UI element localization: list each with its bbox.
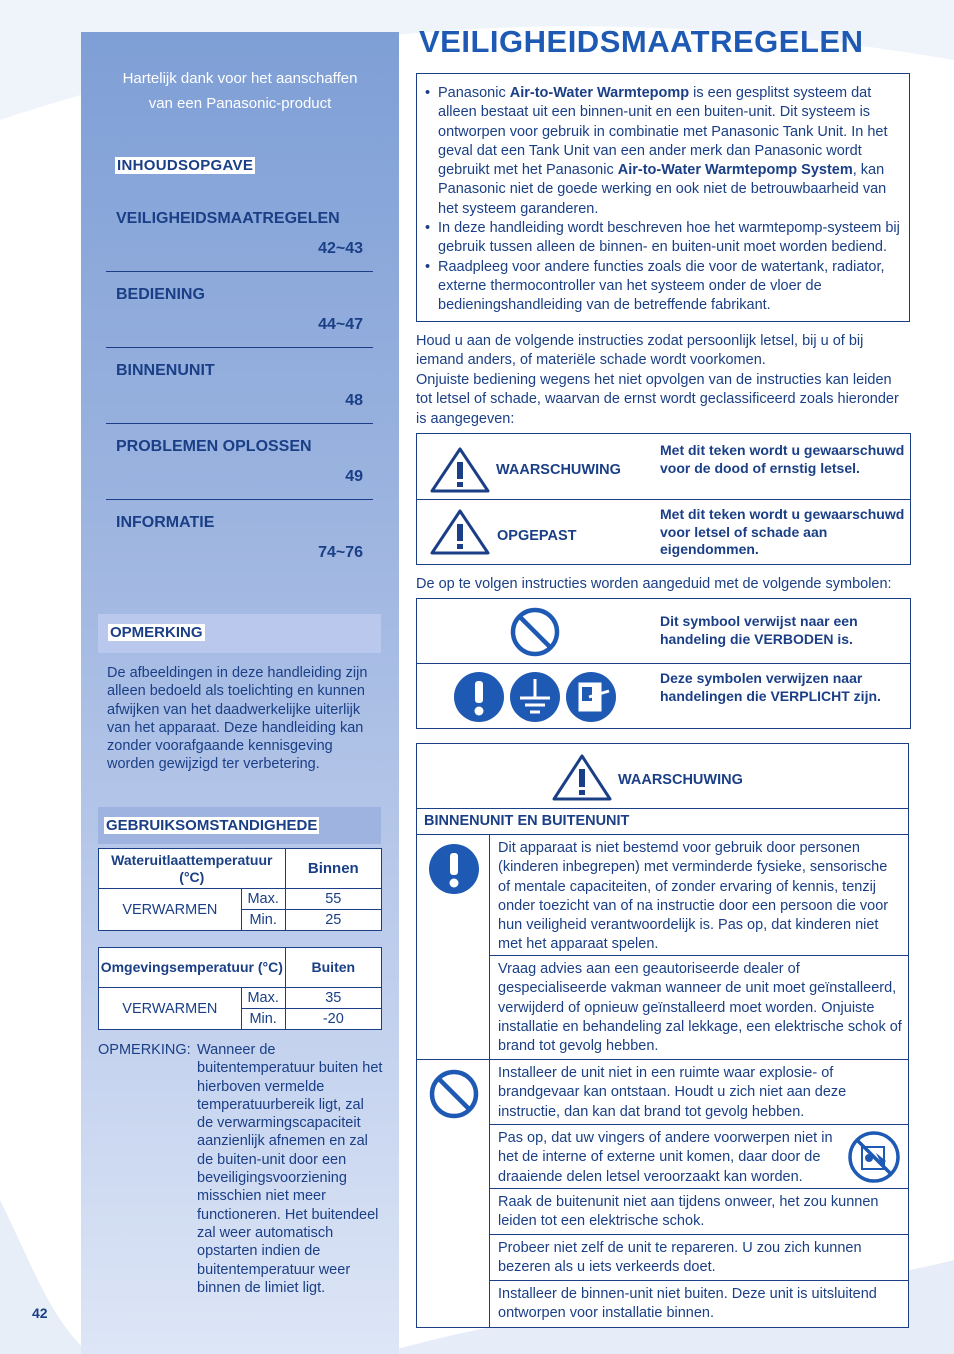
table-cell-label: Max. (241, 988, 285, 1009)
warning-box-subheader (417, 809, 908, 835)
toc-item-title: VEILIGHEIDSMAATREGELEN (116, 210, 340, 227)
table-cell-mode: VERWARMEN (99, 889, 242, 931)
mandatory-exclamation-icon (453, 671, 505, 723)
note-heading: OPMERKING (110, 624, 203, 641)
remark-text: Wanneer de buitentemperatuur buiten het hierboven vermelde temperatuurbereik ligt, zal de verwarmingscapaciteit aanzienlijk afnemen en zal de buiten-unit door een beveiligingsvoorziening misschien niet meer functioneren. Het buitendeel zal weer automatisch opstarten indien de buitentemperatuur weer binnen de limiet ligt. (197, 1042, 383, 1296)
warning-item (490, 1125, 908, 1189)
toc-item-title: PROBLEMEN OPLOSSEN (116, 438, 312, 455)
divider (417, 1059, 489, 1060)
table-cell-value: 55 (285, 889, 381, 910)
severity-legend (416, 433, 911, 565)
toc-heading: INHOUDSOPGAVE (117, 157, 254, 174)
warning-box-header (417, 744, 908, 809)
warning-box (416, 743, 909, 1328)
warning-triangle-icon (551, 753, 613, 803)
list-item (425, 219, 903, 258)
icon-column (417, 835, 490, 1327)
table-cell-label: Max. (241, 889, 285, 910)
prohibited-description: Dit symbool verwijst naar een handeling die VERBODEN is. (660, 613, 858, 647)
instruction-paragraph: Onjuiste bediening wegens het niet opvolgen van de instructies kan leiden tot letsel of schade, waarvan de ernst wordt geclassificeerd zoals hieronder is aangegeven: (416, 372, 899, 427)
toc-item-pages: 49 (345, 468, 363, 485)
conditions-heading: GEBRUIKSOMSTANDIGHEDE (106, 817, 318, 834)
thanks-line-2: van een Panasonic-product (148, 95, 332, 112)
toc-item-title: BINNENUNIT (116, 362, 215, 379)
remark-label: OPMERKING: (98, 1042, 191, 1058)
table-cell-value: 35 (285, 988, 381, 1009)
conditions-header-bar (98, 807, 381, 844)
intro-list (425, 84, 903, 316)
toc-item-pages: 44~47 (318, 316, 363, 333)
table-cell-value: -20 (285, 1009, 381, 1030)
intro-text: is een gesplitst systeem dat alleen bestaat uit een binnen-unit en een buiten-unit. Dit systeem is ontworpen voor gebruik in combinatie met Panasonic Tank Unit. In het geval dat een Tank Unit van een ander merk dan Panasonic wordt gebruikt met het Panasonic (438, 85, 888, 179)
warning-item (490, 956, 908, 1060)
toc-item-title: BEDIENING (116, 286, 205, 303)
caution-row (417, 499, 910, 565)
water-temperature-table (98, 848, 382, 931)
intro-text: , kan Panasonic niet de goede werking en ook niet de betrouwbaarheid van het systeem garanderen. (438, 162, 887, 217)
intro-bold-text: Air-to-Water Warmtepomp (509, 85, 690, 101)
warning-box-subheading: BINNENUNIT EN BUITENUNIT (424, 813, 630, 829)
warning-row (417, 434, 910, 499)
note-header-bar (98, 614, 381, 653)
warning-item-text: Installeer de unit niet in een ruimte waar explosie- of brandgevaar kan ontstaan. Houdt u zich niet aan deze instructie, dan kan dat brand tot gevolg hebben. (498, 1065, 847, 1120)
bullet: • (425, 85, 431, 101)
warning-item (490, 835, 908, 956)
toc-item-bediening[interactable] (106, 272, 373, 348)
warning-item (490, 1060, 908, 1125)
no-fingers-icon (848, 1131, 900, 1183)
page-number: 42 (32, 1305, 48, 1321)
table-header: Binnen (285, 849, 381, 889)
table-header: Wateruitlaattemperatuur (°C) (99, 849, 286, 889)
caution-description: Met dit teken wordt u gewaarschuwd voor letsel of schade aan eigendommen. (660, 506, 905, 557)
warning-item (490, 1235, 908, 1281)
toc-item-problemen-oplossen[interactable] (106, 424, 373, 500)
table-cell-label: Min. (241, 1009, 285, 1030)
warning-item (490, 1189, 908, 1235)
intro-text: In deze handleiding wordt beschreven hoe het warmtepomp-systeem bij gebruik tussen alleen de binnen- en buiten-unit moet worden bediend. (438, 220, 900, 256)
warning-item-text: Probeer niet zelf de unit te repareren. U zou zich kunnen bezeren als u iets verkeerds doet. (498, 1240, 862, 1276)
warning-item-text: Installeer de binnen-unit niet buiten. Deze unit is uitsluitend ontworpen voor installatie binnen. (498, 1286, 877, 1322)
caution-label: OPGEPAST (497, 528, 577, 544)
prohibited-row (417, 599, 910, 663)
symbol-legend (416, 598, 911, 729)
toc-item-informatie[interactable] (106, 500, 373, 575)
table-header: Omgevingsemperatuur (°C) (99, 948, 286, 988)
warning-item-text: Vraag advies aan een geautoriseerde dealer of gespecialiseerde vakman wanneer de unit moet geïnstalleerd, verwijderd of opnieuw geïnstalleerd moet worden. Onjuiste installatie en behandeling zal lekkage, een elektrische schok of brand tot gevolg hebben. (498, 961, 902, 1055)
toc-item-title: INFORMATIE (116, 514, 215, 531)
toc-item-binnenunit[interactable] (106, 348, 373, 424)
table-cell-value: 25 (285, 910, 381, 931)
warning-item (490, 1281, 908, 1326)
toc-item-pages: 48 (345, 392, 363, 409)
warning-item-text: Pas op, dat uw vingers of andere voorwerpen niet in het de interne of externe unit komen, daar door de draaiende delen letsel veroorzaakt kan worden. (498, 1130, 833, 1185)
intro-box (416, 73, 910, 322)
note-text: De afbeeldingen in deze handleiding zijn alleen bedoeld als toelichting en kunnen afwijken van het daadwerkelijke uiterlijk van het apparaat. Deze handleiding kan zonder voorafgaande kennisgeving worden gewijzigd ter verbetering. (107, 665, 368, 773)
prohibited-icon (509, 606, 561, 658)
table-header: Buiten (285, 948, 381, 988)
page-title: VEILIGHEIDSMAATREGELEN (419, 24, 864, 59)
intro-text: Panasonic (438, 85, 510, 101)
mandatory-exclamation-icon (428, 843, 480, 895)
toc-item-pages: 74~76 (318, 544, 363, 561)
conditions-remark (98, 1041, 383, 1297)
ambient-temperature-table (98, 947, 382, 1030)
table-cell-label: Min. (241, 910, 285, 931)
earth-ground-icon (509, 671, 561, 723)
prohibited-icon (428, 1068, 480, 1120)
table-of-contents (106, 196, 373, 575)
intro-bold-text: Air-to-Water Warmtepomp System (617, 162, 853, 179)
warning-description: Met dit teken wordt u gewaarschuwd voor de dood of ernstig letsel. (660, 442, 905, 476)
thanks-message (81, 66, 399, 116)
table-cell-mode: VERWARMEN (99, 988, 242, 1030)
warning-item-text: Dit apparaat is niet bestemd voor gebruik door personen (kinderen inbegrepen) met verminderde fysieke, sensorische of mentale capaciteiten, of zonder ervaring of kennis, tenzij onder toezicht van of na instructie door een persoon die voor hun veiligheid verantwoordelijk is. Pas op, dat kinderen niet met het apparaat spelen. (498, 840, 889, 953)
warning-triangle-icon (429, 446, 491, 494)
thanks-line-1: Hartelijk dank voor het aanschaffen (122, 70, 358, 87)
unplug-icon (565, 671, 617, 723)
bullet: • (425, 258, 431, 275)
warning-label: WAARSCHUWING (496, 462, 621, 478)
intro-text: Raadpleeg voor andere functies zoals die voor de watertank, radiator, externe thermocontroller van het systeem onder de vloer de bedieningshandleiding van de betreffende fabrikant. (438, 258, 885, 314)
toc-item-veiligheidsmaatregelen[interactable] (106, 196, 373, 272)
mandatory-row (417, 663, 910, 728)
mandatory-description: Deze symbolen verwijzen naar handelingen die VERPLICHT zijn. (660, 670, 881, 704)
instruction-paragraph: Houd u aan de volgende instructies zodat persoonlijk letsel, bij u of bij iemand anders, of materiële schade wordt voorkomen. (416, 333, 864, 369)
bullet: • (425, 220, 431, 237)
list-item (425, 84, 903, 219)
caution-triangle-icon (429, 508, 491, 556)
symbols-intro: De op te volgen instructies worden aangeduid met de volgende symbolen: (416, 576, 892, 592)
list-item (425, 258, 903, 316)
warning-item-text: Raak de buitenunit niet aan tijdens onweer, het zou kunnen leiden tot een elektrische schok. (498, 1194, 879, 1230)
warning-box-heading: WAARSCHUWING (618, 772, 743, 788)
toc-item-pages: 42~43 (318, 240, 363, 257)
